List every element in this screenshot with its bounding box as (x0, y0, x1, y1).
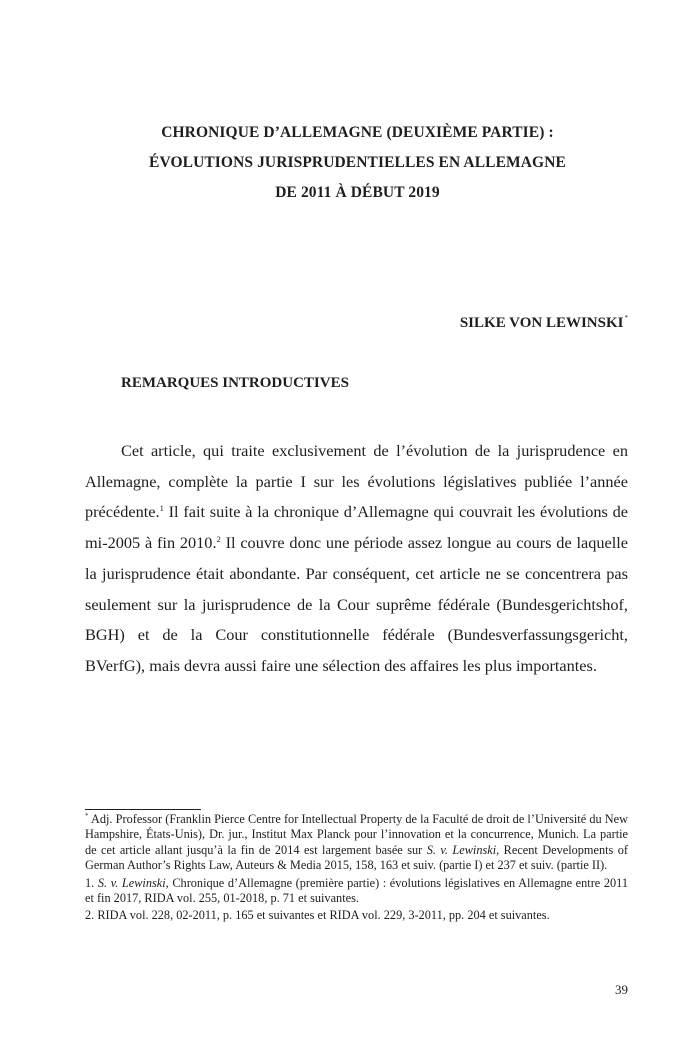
footnote-1-author: S. v. Lewinski (97, 875, 166, 890)
footnote-separator (85, 809, 201, 810)
footnote-ref-1: 1 (159, 503, 164, 514)
footnote-star-marker: * (85, 812, 89, 820)
body-text-part-1: Cet article, qui traite exclusivement de l’évolution de la jurisprudence en Allemagne, complète la partie I sur les évolutions législatives publiée l’année précédente. (85, 441, 628, 522)
author-name (460, 314, 628, 332)
section-heading: REMARQUES INTRODUCTIVES (121, 375, 349, 391)
footnote-1-text: , Chronique d’Allemagne (première partie) : évolutions législatives en Allemagne entre 2011 et fin 2017, RIDA vol. 255, 01-2018, p. 71 et suivantes. (85, 875, 629, 906)
title-line-2: ÉVOLUTIONS JURISPRUDENTIELLES EN ALLEMAGNE (149, 154, 566, 171)
footnote-2 (85, 908, 628, 923)
page-number: 39 (615, 982, 628, 997)
footnote-2-text: RIDA vol. 228, 02-2011, p. 165 et suivantes et RIDA vol. 229, 3-2011, pp. 204 et suivantes. (97, 908, 550, 923)
footnote-star-text-a: Adj. Professor (Franklin Pierce Centre for Intellectual Property de la Faculté de droit de l’Université du New Hampshire, États-Unis), Dr. jur., Institut Max Planck pour l’innovation et la concurrence, Munich. La partie de cet article allant jusqu’à la fin de 2014 est largement basée sur (85, 812, 628, 857)
footnote-ref-2: 2 (216, 534, 221, 545)
footnote-star-author: S. v. Lewinski (426, 842, 497, 857)
author-name-text: SILKE VON LEWINSKI (459, 315, 624, 331)
body-paragraph (85, 436, 628, 682)
title-line-3: DE 2011 À DÉBUT 2019 (275, 184, 440, 201)
footnote-star (85, 812, 628, 874)
footnotes (85, 812, 628, 924)
body-text-part-3: Il couvre donc une période assez longue au cours de laquelle la jurisprudence était abondante. Par conséquent, cet article ne se concentrera pas seulement sur la jurisprudence de la Cour suprême fédérale (Bundesgerichtshof, BGH) et de la Cour constitutionnelle fédérale (Bundesverfassungsgericht, BVerfG), mais devra aussi faire une sélection des affaires les plus importantes. (85, 533, 629, 675)
author-footnote-marker: * (624, 314, 628, 322)
footnote-1 (85, 876, 628, 907)
title-line-1: CHRONIQUE D’ALLEMAGNE (DEUXIÈME PARTIE) : (161, 124, 554, 141)
article-title (85, 118, 630, 208)
body-text-part-2: Il fait suite à la chronique d’Allemagne qui couvrait les évolutions de mi-2005 à fin 2010. (85, 502, 628, 553)
footnote-1-number: 1. (85, 875, 95, 890)
footnote-2-number: 2. (85, 908, 95, 923)
footnote-star-text-b: , Recent Developments of German Author’s Rights Law, Auteurs & Media 2015, 158, 163 et suiv. (partie I) et 237 et suiv. (partie II). (85, 842, 628, 873)
